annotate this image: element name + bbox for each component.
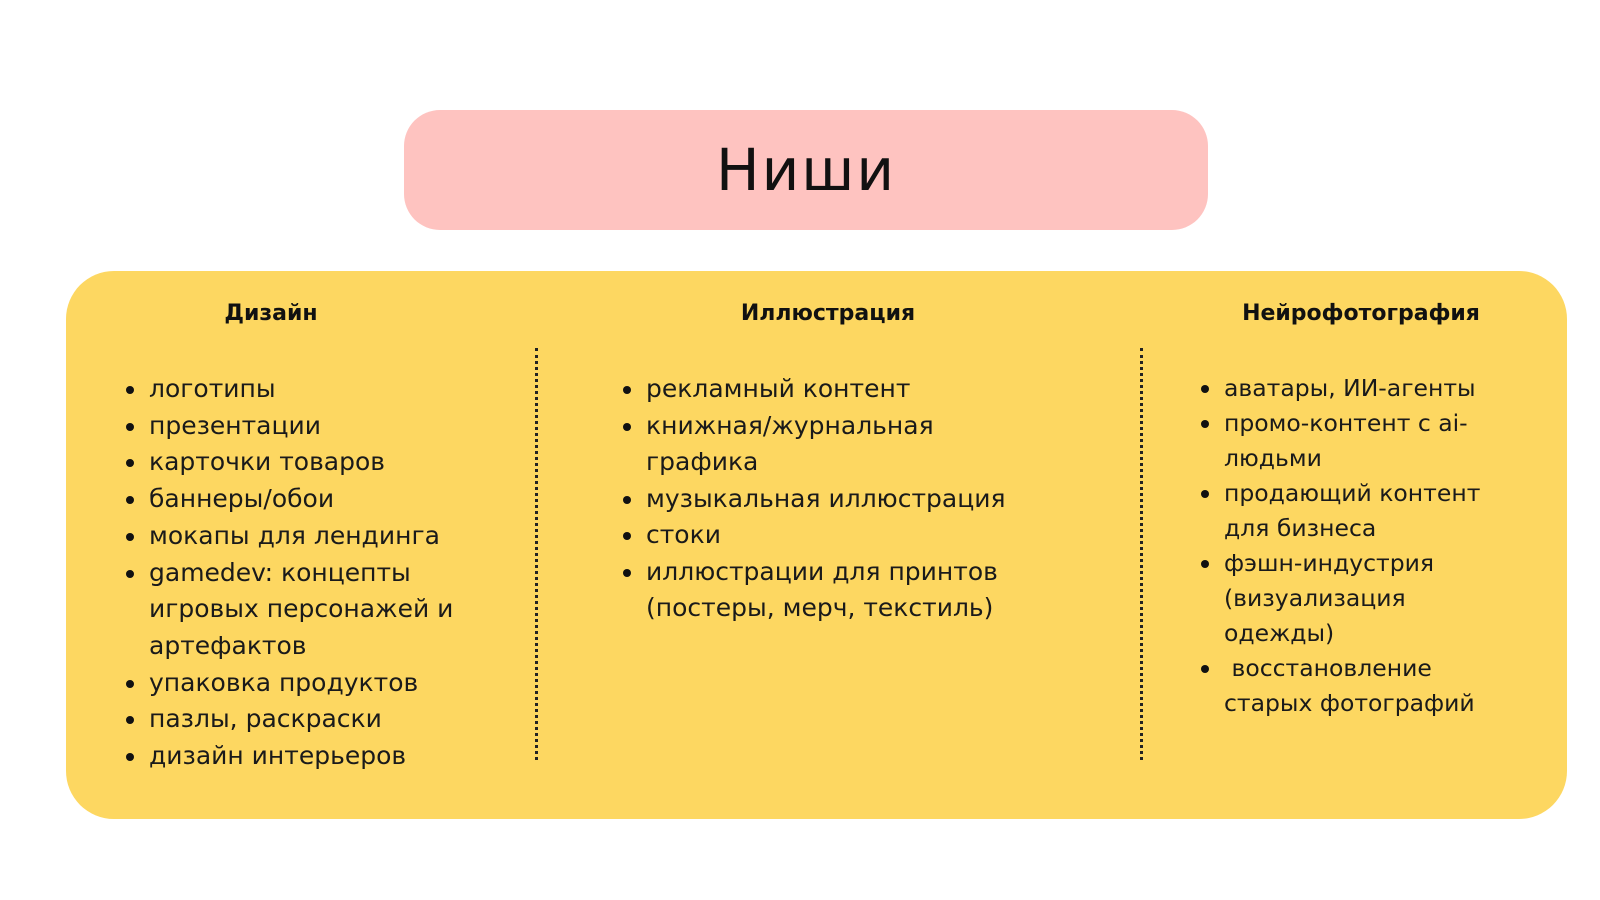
- list-item: промо-контент с ai-людьми: [1201, 406, 1521, 476]
- list-item: упаковка продуктов: [126, 665, 516, 702]
- list-item: мокапы для лендинга: [126, 518, 516, 555]
- list-item: пазлы, раскраски: [126, 701, 516, 738]
- list-item: книжная/журнальная графика: [623, 408, 1043, 481]
- dotted-divider: [1140, 348, 1143, 760]
- list-item: стоки: [623, 517, 1043, 554]
- list-item: иллюстрации для принтов (постеры, мерч, текстиль): [623, 554, 1043, 627]
- list-item: восстановление старых фотографий: [1201, 651, 1521, 721]
- column-heading: Дизайн: [224, 301, 318, 326]
- bullet-list: [126, 371, 516, 775]
- list-item: фэшн-индустрия (визуализация одежды): [1201, 546, 1521, 651]
- dotted-divider: [535, 348, 538, 760]
- list-item: продающий контент для бизнеса: [1201, 476, 1521, 546]
- list-item: аватары, ИИ-агенты: [1201, 371, 1521, 406]
- list-item: дизайн интерьеров: [126, 738, 516, 775]
- list-item: презентации: [126, 408, 516, 445]
- title-banner: [404, 110, 1208, 230]
- niches-panel: [66, 271, 1567, 819]
- column-heading: Иллюстрация: [740, 301, 916, 326]
- column-heading: Нейрофотография: [1242, 301, 1480, 326]
- list-item: логотипы: [126, 371, 516, 408]
- list-item: музыкальная иллюстрация: [623, 481, 1043, 518]
- bullet-list: [1201, 371, 1521, 721]
- bullet-list: [623, 371, 1043, 627]
- list-item: баннеры/обои: [126, 481, 516, 518]
- list-item: рекламный контент: [623, 371, 1043, 408]
- list-item: gamedev: концепты игровых персонажей и артефактов: [126, 555, 516, 665]
- page-title: Ниши: [715, 136, 897, 204]
- list-item: карточки товаров: [126, 444, 516, 481]
